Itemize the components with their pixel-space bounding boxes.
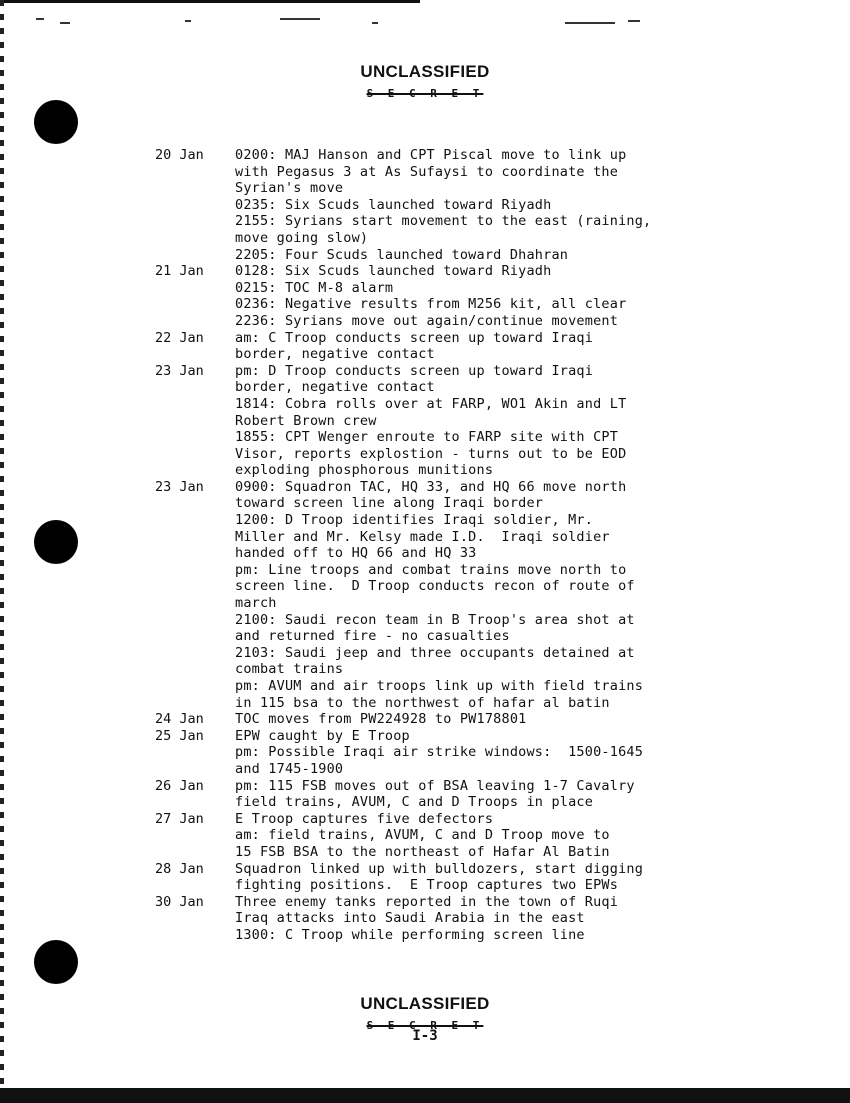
log-entry	[155, 363, 755, 479]
entry-text	[235, 363, 755, 479]
entry-text	[235, 894, 755, 944]
entry-date: 23 Jan	[155, 478, 204, 495]
entry-line: fighting positions. E Troop captures two EPWs	[235, 877, 619, 894]
punch-hole-middle	[34, 520, 78, 564]
entry-text	[235, 711, 755, 728]
entry-line: 0900: Squadron TAC, HQ 33, and HQ 66 move north	[235, 478, 627, 495]
punch-hole-bottom	[34, 940, 78, 984]
log-entry	[155, 811, 755, 861]
entry-line: 2103: Saudi jeep and three occupants detained at	[235, 644, 635, 661]
entry-text	[235, 778, 755, 811]
entry-line: march	[235, 595, 277, 612]
entry-date: 20 Jan	[155, 147, 204, 163]
entry-text	[235, 479, 755, 711]
entry-line: 0235: Six Scuds launched toward Riyadh	[235, 196, 552, 213]
entry-line: exploding phosphorous munitions	[235, 462, 494, 479]
log-entry	[155, 778, 755, 811]
log-entry	[155, 263, 755, 329]
header-classification	[0, 62, 850, 101]
scan-speck	[185, 20, 191, 22]
entry-line: border, negative contact	[235, 379, 435, 396]
log-entry	[155, 861, 755, 894]
entry-line: 2205: Four Scuds launched toward Dhahran	[235, 246, 569, 263]
entry-text	[235, 263, 755, 329]
scan-speck	[60, 22, 70, 24]
entry-date: 30 Jan	[155, 893, 204, 910]
log-entry	[155, 894, 755, 944]
entry-line: Robert Brown crew	[235, 412, 377, 429]
entry-line: 0215: TOC M-8 alarm	[235, 279, 394, 296]
scan-speck	[280, 18, 320, 20]
entry-line: toward screen line along Iraqi border	[235, 495, 544, 512]
header-struck-marking: S E C R E T	[366, 87, 484, 100]
entry-line: 0128: Six Scuds launched toward Riyadh	[235, 263, 552, 280]
punch-hole-top	[34, 100, 78, 144]
entry-line: and 1745-1900	[235, 760, 344, 777]
entry-line: pm: 115 FSB moves out of BSA leaving 1-7 Cavalry	[235, 777, 635, 794]
entry-date: 28 Jan	[155, 860, 204, 877]
scan-left-edge	[0, 0, 4, 1103]
entry-date: 26 Jan	[155, 777, 204, 794]
log-entry	[155, 147, 755, 263]
scan-speck	[565, 22, 615, 24]
entry-line: EPW caught by E Troop	[235, 727, 410, 744]
entry-line: am: field trains, AVUM, C and D Troop move to	[235, 827, 610, 844]
entry-line: in 115 bsa to the northwest of hafar al batin	[235, 694, 610, 711]
entry-line: field trains, AVUM, C and D Troops in place	[235, 794, 594, 811]
entry-line: 0200: MAJ Hanson and CPT Piscal move to link up	[235, 147, 627, 163]
scan-speck	[36, 18, 44, 20]
entry-line: border, negative contact	[235, 346, 435, 363]
entry-date: 25 Jan	[155, 727, 204, 744]
entry-line: E Troop captures five defectors	[235, 810, 494, 827]
entry-line: 2155: Syrians start movement to the east (raining,	[235, 213, 652, 230]
entry-date: 23 Jan	[155, 362, 204, 379]
entry-line: screen line. D Troop conducts recon of route of	[235, 578, 635, 595]
entry-line: am: C Troop conducts screen up toward Iraqi	[235, 329, 594, 346]
entry-line: move going slow)	[235, 229, 369, 246]
entry-line: pm: D Troop conducts screen up toward Iraqi	[235, 362, 594, 379]
scan-speck	[628, 20, 640, 22]
footer-struck-marking: S E C R E T	[366, 1019, 484, 1032]
entry-line: Miller and Mr. Kelsy made I.D. Iraqi soldier	[235, 528, 610, 545]
entry-line: handed off to HQ 66 and HQ 33	[235, 545, 477, 562]
entry-line: and returned fire - no casualties	[235, 628, 510, 645]
chronology-log	[155, 147, 755, 944]
entry-text	[235, 728, 755, 778]
entry-text	[235, 811, 755, 861]
entry-line: 2100: Saudi recon team in B Troop's area shot at	[235, 611, 635, 628]
entry-date: 21 Jan	[155, 263, 204, 280]
scan-top-rule	[0, 0, 420, 3]
entry-line: 1814: Cobra rolls over at FARP, WO1 Akin and LT	[235, 395, 627, 412]
entry-date: 27 Jan	[155, 810, 204, 827]
entry-line: 1300: C Troop while performing screen line	[235, 926, 585, 943]
log-entry	[155, 330, 755, 363]
entry-line: Three enemy tanks reported in the town of Ruqi	[235, 893, 619, 910]
page-number: I-3	[412, 1028, 438, 1044]
entry-line: TOC moves from PW224928 to PW178801	[235, 711, 527, 728]
entry-text	[235, 147, 755, 263]
scan-bottom-band	[0, 1088, 850, 1103]
log-entry	[155, 479, 755, 711]
entry-line: Visor, reports explostion - turns out to be EOD	[235, 445, 627, 462]
entry-date: 22 Jan	[155, 329, 204, 346]
entry-text	[235, 861, 755, 894]
entry-line: 15 FSB BSA to the northeast of Hafar Al Batin	[235, 843, 610, 860]
log-entry	[155, 728, 755, 778]
entry-line: pm: AVUM and air troops link up with field trains	[235, 678, 644, 694]
entry-line: Syrian's move	[235, 180, 344, 197]
entry-line: 1200: D Troop identifies Iraqi soldier, Mr.	[235, 512, 594, 529]
log-entry	[155, 711, 755, 728]
entry-date: 24 Jan	[155, 711, 204, 728]
entry-line: Iraq attacks into Saudi Arabia in the east	[235, 910, 585, 927]
entry-line: pm: Possible Iraqi air strike windows: 1500-1645	[235, 744, 644, 761]
header-marking: UNCLASSIFIED	[360, 62, 490, 81]
entry-text	[235, 330, 755, 363]
footer-marking: UNCLASSIFIED	[360, 994, 490, 1013]
entry-line: 2236: Syrians move out again/continue movement	[235, 312, 619, 329]
entry-line: pm: Line troops and combat trains move north to	[235, 561, 627, 578]
entry-line: 1855: CPT Wenger enroute to FARP site with CPT	[235, 429, 619, 446]
entry-line: with Pegasus 3 at As Sufaysi to coordinate the	[235, 163, 619, 180]
scan-speck	[372, 22, 378, 24]
entry-line: 0236: Negative results from M256 kit, all clear	[235, 296, 627, 313]
entry-line: Squadron linked up with bulldozers, start digging	[235, 860, 644, 877]
entry-line: combat trains	[235, 661, 344, 678]
